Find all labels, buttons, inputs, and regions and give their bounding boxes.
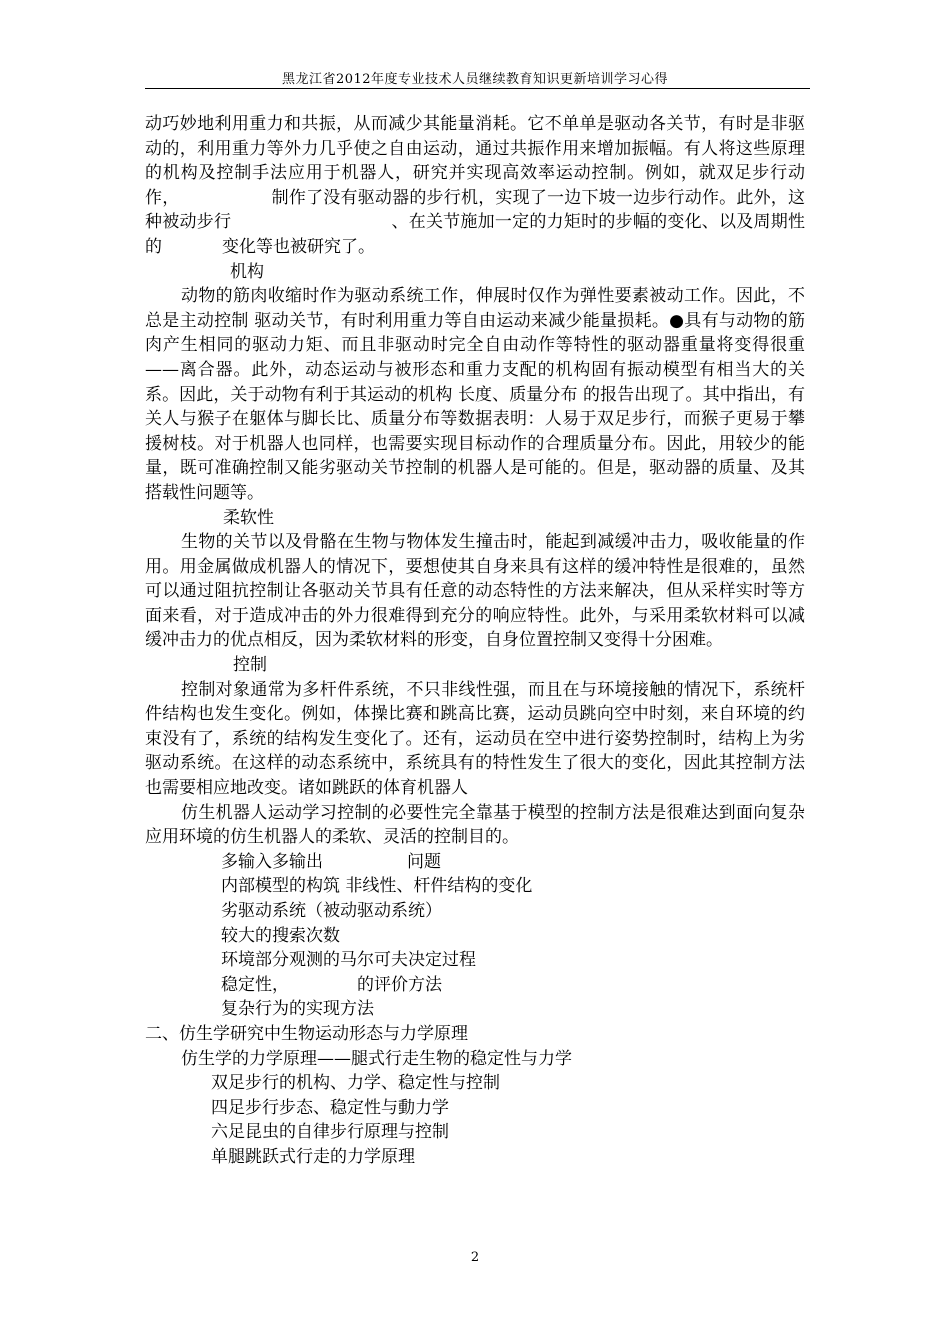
header-rule [145,88,810,89]
heading-flexibility: 柔软性 [223,507,274,528]
list-item: 较大的搜索次数 [221,925,340,946]
paragraph-text: 变化等也被研究了。 [222,236,375,257]
list-item: 四足步行步态、稳定性与動力学 [211,1097,449,1118]
section-items [145,1071,805,1169]
list-item: 环境部分观测的马尔可夫决定过程 [221,950,476,971]
issues-list [145,850,805,1022]
document-body [145,112,805,1170]
section-heading: 二、仿生学研究中生物运动形态与力学原理 [145,1023,468,1044]
list-item: 双足步行的机构、力学、稳定性与控制 [211,1073,500,1094]
paragraph-text: 、在关节施加一定的力矩时的步幅的变化、以及周期性的 [145,212,806,257]
page-number: 2 [470,1250,480,1265]
page-header: 黑龙江省2012年度专业技术人员继续教育知识更新培训学习心得 [281,72,669,87]
paragraph-text: 制作了没有驱动器的步行机，实现了一边下坡一边步行动作。此外，这种被动步行 [145,187,806,233]
list-item: 六足昆虫的自律步行原理与控制 [211,1122,449,1143]
list-item: 多输入多输出 问题 [221,851,441,872]
section-subheading: 仿生学的力学原理——腿式行走生物的稳定性与力学 [181,1048,572,1069]
heading-mechanism: 机构 [230,261,264,282]
list-item: 内部模型的构筑 非线性、杆件结构的变化 [221,876,533,897]
paragraph-text: 动巧妙地利用重力和共振，从而减少其能量消耗。它不单单是驱动各关节，有时是非驱动的，利用重力等外力几乎使之自由运动，通过共振作用来增加振幅。有人将这些原理的机构及控制手法应用于机器人，研究并实现高效率运动控制。例如，就双足步行动作， [145,114,805,208]
list-item: 复杂行为的实现方法 [221,999,374,1020]
list-item: 单腿跳跃式行走的力学原理 [211,1146,415,1167]
list-item: 稳定性， 的评价方法 [221,974,442,995]
paragraph-flexibility: 生物的关节以及骨骼在生物与物体发生撞击时，能起到减缓冲击力，吸收能量的作用。用金属做成机器人的情况下，要想使其自身来具有这样的缓冲特性是很难的，虽然可以通过阻抗控制让各驱动关节具有任意的动态特性的方法来解决，但从采样实时等方面来看，对于造成冲击的外力很难得到充分的响应特性。此外，与采用柔软材料可以减缓冲击力的优点相反，因为柔软材料的形变，自身位置控制又变得十分困难。 [145,532,805,651]
list-item: 劣驱动系统（被动驱动系统） [221,901,442,921]
paragraph-learning: 仿生机器人运动学习控制的必要性完全靠基于模型的控制方法是很难达到面向复杂应用环境的仿生机器人的柔软、灵活的控制目的。 [145,802,805,848]
paragraph-mechanism: 动物的筋肉收缩时作为驱动系统工作，伸展时仅作为弹性要素被动工作。因此，不总是主动控制 驱动关节，有时利用重力等自由运动来减少能量损耗。●具有与动物的筋肉产生相同的驱动力矩、而且非驱动时完全自由动作等特性的驱动器重量将变得很重——离合器。此外，动态运动与被形态和重力支配的机构固有振动模型有相当大的关系。因此，关于动物有利于其运动的机构 长度、质量分布 的报告出现了。其中指出，有关人与猴子在躯体与脚长比、质量分布等数据表明：人易于双足步行，而猴子更易于攀援树枝。对于机器人也同样，也需要实现目标动作的合理质量分布。因此，用较少的能量，既可准确控制又能劣驱动关节控制的机器人是可能的。但是，驱动器的质量、及其搭载性问题等。 [145,286,805,503]
paragraph-control: 控制对象通常为多杆件系统，不只非线性强，而且在与环境接触的情况下，系统杆件结构也发生变化。例如，体操比赛和跳高比赛，运动员跳向空中时刻，来自环境的约束没有了，系统的结构发生变化了。还有，运动员在空中进行姿势控制时，结构上为劣驱动系统。在这样的动态系统中，系统具有的特性发生了很大的变化，因此其控制方法也需要相应地改变。诸如跳跃的体育机器人 [145,679,805,799]
paragraph-energy [145,112,805,260]
heading-control: 控制 [233,655,267,676]
